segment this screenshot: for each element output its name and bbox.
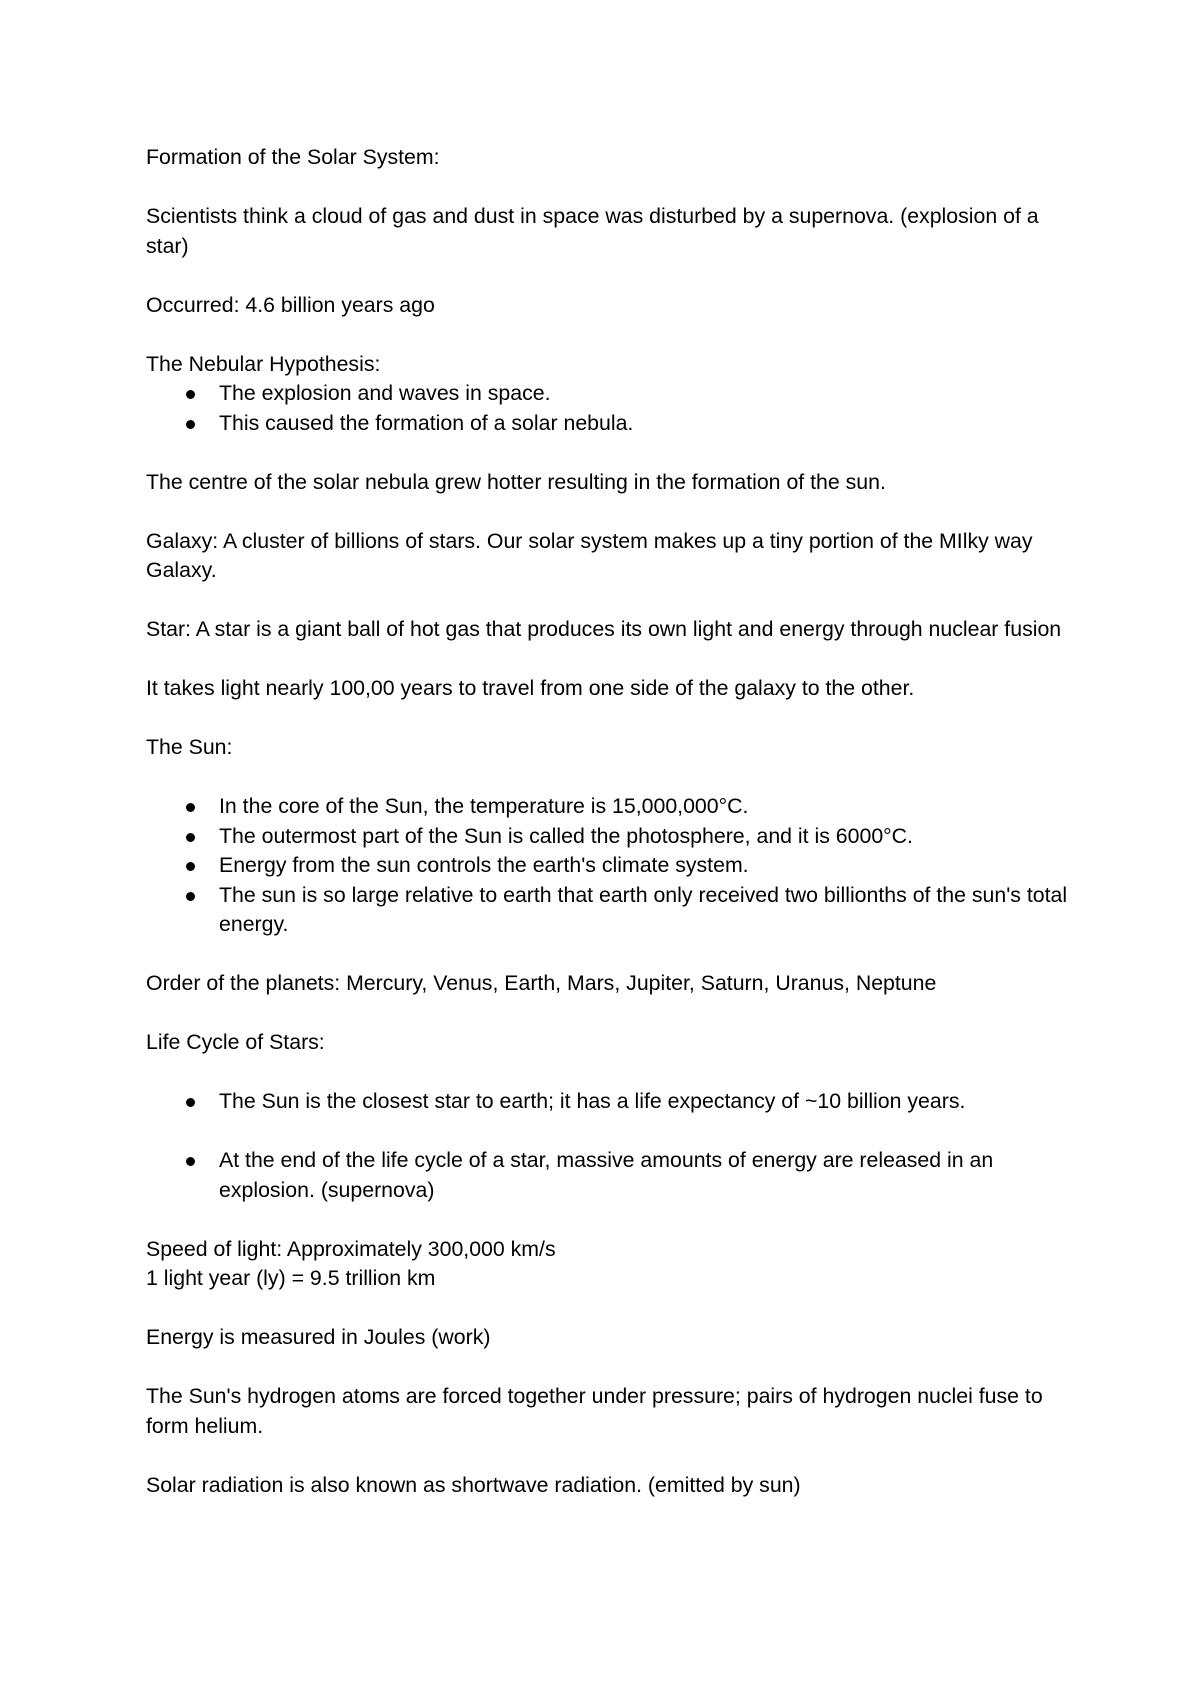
paragraph-energy: Energy is measured in Joules (work) bbox=[146, 1325, 491, 1349]
paragraph-hydrogen: The Sun's hydrogen atoms are forced together under pressure; pairs of hydrogen nuclei fuse to form helium. bbox=[146, 1384, 1043, 1438]
list-item-text: In the core of the Sun, the temperature is 15,000,000°C. bbox=[219, 794, 749, 818]
list-item-text: At the end of the life cycle of a star, massive amounts of energy are released in an explosion. (supernova) bbox=[219, 1148, 994, 1202]
list-item bbox=[146, 379, 1071, 409]
list-item-text: This caused the formation of a solar nebula. bbox=[219, 410, 634, 435]
sun-list bbox=[146, 792, 1071, 940]
bullet-icon bbox=[186, 803, 195, 812]
list-item-text: The sun is so large relative to earth that earth only received two billionths of the sun's total energy. bbox=[219, 882, 1068, 936]
list-item bbox=[146, 851, 1071, 881]
bullet-icon bbox=[186, 862, 195, 871]
bullet-icon bbox=[186, 390, 195, 399]
paragraph-speed-of-light: Speed of light: Approximately 300,000 km/s bbox=[146, 1236, 556, 1261]
heading-the-sun: The Sun: bbox=[146, 735, 233, 759]
heading-life-cycle: Life Cycle of Stars: bbox=[146, 1030, 325, 1054]
list-item-text: The Sun is the closest star to earth; it has a life expectancy of ~10 billion years. bbox=[219, 1089, 966, 1113]
heading-formation: Formation of the Solar System: bbox=[146, 145, 440, 169]
list-item bbox=[146, 1146, 1071, 1205]
paragraph-galaxy: Galaxy: A cluster of billions of stars. Our solar system makes up a tiny portion of the MIlky way Galaxy. bbox=[146, 528, 1033, 582]
paragraph-solar-radiation: Solar radiation is also known as shortwave radiation. (emitted by sun) bbox=[146, 1472, 801, 1497]
document-page bbox=[146, 143, 1071, 1530]
paragraph-scientists: Scientists think a cloud of gas and dust in space was disturbed by a supernova. (explosion of a star) bbox=[146, 204, 1039, 258]
paragraph-planets: Order of the planets: Mercury, Venus, Earth, Mars, Jupiter, Saturn, Uranus, Neptune bbox=[146, 971, 937, 995]
bullet-icon bbox=[186, 833, 195, 842]
bullet-icon bbox=[186, 1157, 195, 1166]
list-item bbox=[146, 409, 1071, 439]
list-item bbox=[146, 822, 1071, 852]
paragraph-occurred: Occurred: 4.6 billion years ago bbox=[146, 292, 435, 317]
paragraph-light-travel: It takes light nearly 100,00 years to travel from one side of the galaxy to the other. bbox=[146, 676, 915, 700]
list-item-text: The outermost part of the Sun is called the photosphere, and it is 6000°C. bbox=[219, 823, 913, 848]
bullet-icon bbox=[186, 420, 195, 429]
list-item-text: Energy from the sun controls the earth's climate system. bbox=[219, 853, 749, 877]
bullet-icon bbox=[186, 1098, 195, 1107]
nebular-list bbox=[146, 379, 1071, 438]
list-item-text: The explosion and waves in space. bbox=[219, 381, 551, 405]
list-item bbox=[146, 881, 1071, 940]
paragraph-star: Star: A star is a giant ball of hot gas that produces its own light and energy through nuclear fusion bbox=[146, 617, 1062, 641]
paragraph-light-year: 1 light year (ly) = 9.5 trillion km bbox=[146, 1266, 436, 1290]
heading-nebular-hypothesis: The Nebular Hypothesis: bbox=[146, 351, 381, 376]
bullet-icon bbox=[186, 892, 195, 901]
paragraph-centre: The centre of the solar nebula grew hotter resulting in the formation of the sun. bbox=[146, 469, 886, 494]
list-item bbox=[146, 1087, 1071, 1117]
lifecycle-list bbox=[146, 1087, 1071, 1205]
list-item bbox=[146, 792, 1071, 822]
